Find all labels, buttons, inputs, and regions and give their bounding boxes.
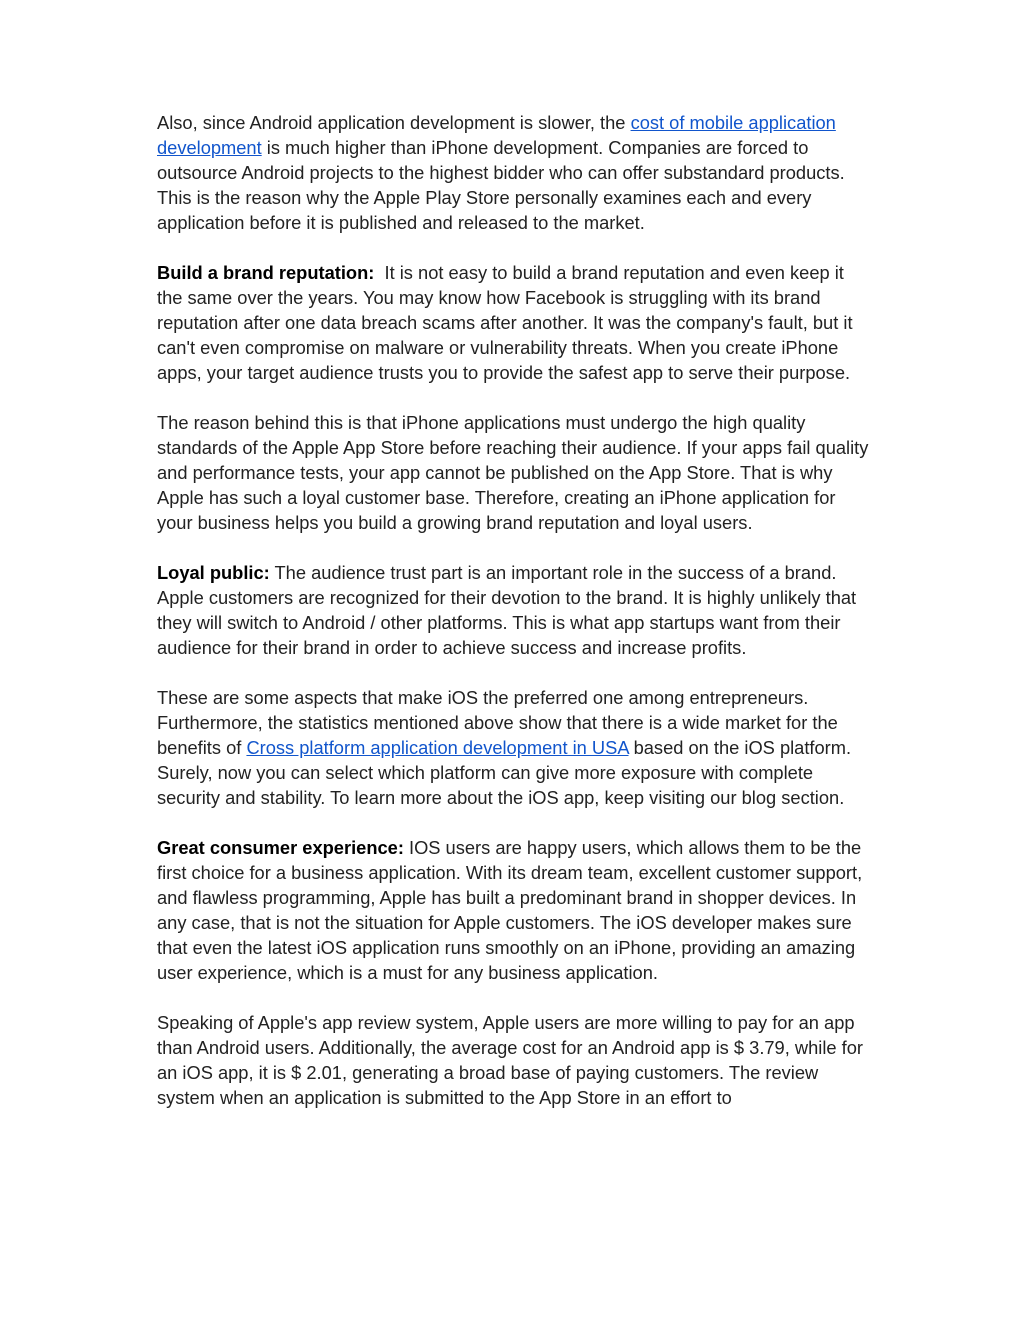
paragraph-consumer-experience <box>157 835 873 985</box>
paragraph-text: Also, since Android application development is slower, the <box>157 112 631 133</box>
paragraph-text: IOS users are happy users, which allows them to be the first choice for a business application. With its dream team, excellent customer support, and flawless programming, Apple has built a predominant brand in shopper devices. In any case, that is not the situation for Apple customers. The iOS developer makes sure that even the latest iOS application runs smoothly on an iPhone, providing an amazing user experience, which is a must for any business application. <box>157 837 863 983</box>
paragraph-loyal-public <box>157 560 873 660</box>
paragraph-text: The reason behind this is that iPhone applications must undergo the high quality standards of the Apple App Store before reaching their audience. If your apps fail quality and performance tests, your app cannot be published on the App Store. That is why Apple has such a loyal customer base. Therefore, creating an iPhone application for your business helps you build a growing brand reputation and loyal users. <box>157 412 869 533</box>
paragraph-heading: Build a brand reputation: <box>157 262 375 283</box>
paragraph-text: based on the iOS platform. Surely, now you can select which platform can give more exposure with complete security and stability. To learn more about the iOS app, keep visiting our blog section. <box>157 737 852 808</box>
paragraph-heading: Great consumer experience: <box>157 837 404 858</box>
document-page <box>157 110 873 1110</box>
paragraph-text: The audience trust part is an important role in the success of a brand. Apple customers are recognized for their devotion to the brand. It is highly unlikely that they will switch to Android / other platforms. This is what app startups want from their audience for their brand in order to achieve success and increase profits. <box>157 562 857 658</box>
paragraph-text: It is not easy to build a brand reputation and even keep it the same over the years. You may know how Facebook is struggling with its brand reputation after one data breach scams after another. It was the company's fault, but it can't even compromise on malware or vulnerability threats. When you create iPhone apps, your target audience trusts you to provide the safest app to serve their purpose. <box>157 262 853 383</box>
paragraph-brand-reputation <box>157 260 873 385</box>
paragraph-quality-standards <box>157 410 873 535</box>
paragraph-text: These are some aspects that make iOS the preferred one among entrepreneurs. Furthermore, the statistics mentioned above show that there is a wide market for the benefits of <box>157 687 838 758</box>
paragraph-app-review-system <box>157 1010 873 1110</box>
cross-platform-development-usa-link[interactable]: Cross platform application development in USA <box>246 737 629 758</box>
paragraph-ios-aspects <box>157 685 873 810</box>
paragraph-android-cost <box>157 110 873 235</box>
cost-of-mobile-application-development-link[interactable]: cost of mobile application development <box>157 112 836 158</box>
paragraph-heading: Loyal public: <box>157 562 270 583</box>
paragraph-text: is much higher than iPhone development. Companies are forced to outsource Android projects to the highest bidder who can offer substandard products. This is the reason why the Apple Play Store personally examines each and every application before it is published and released to the market. <box>157 137 845 233</box>
paragraph-text: Speaking of Apple's app review system, Apple users are more willing to pay for an app than Android users. Additionally, the average cost for an Android app is $ 3.79, while for an iOS app, it is $ 2.01, generating a broad base of paying customers. The review system when an application is submitted to the App Store in an effort to <box>157 1012 863 1108</box>
